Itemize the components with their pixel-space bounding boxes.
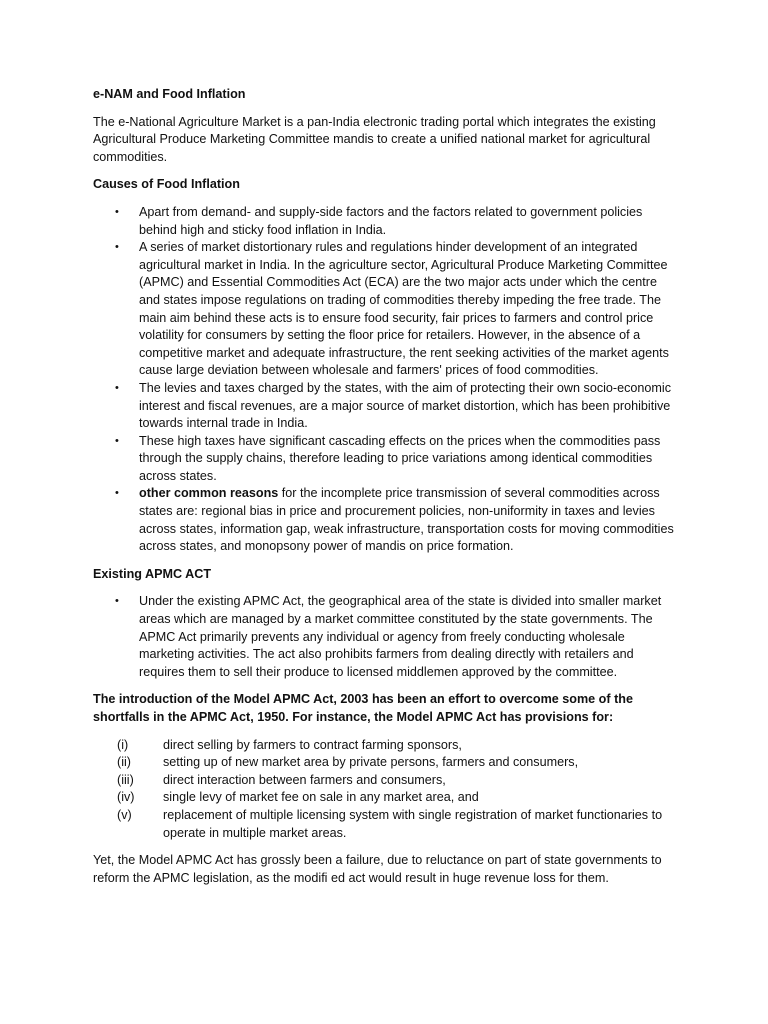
list-item [93,433,678,486]
list-item [93,754,678,772]
bullet-icon: • [115,241,119,254]
model-act-intro: The introduction of the Model APMC Act, 2003 has been an effort to overcome some of the shortfalls in the APMC Act, 1950. For instance, the Model APMC Act has provisions for: [93,692,633,724]
list-item-text: Under the existing APMC Act, the geographical area of the state is divided into smaller market areas which are managed by a market committee constituted by the state governments. The APMC Act primarily prevents any individual or agency from freely conducting wholesale marketing activities. The act also prohibits farmers from dealing directly with retailers and requires them to sell their produce to licensed middlemen approved by the committee. [139,594,662,679]
list-item [93,239,678,380]
document-page [93,86,678,897]
list-item-text: A series of market distortionary rules and regulations hinder development of an integrated agricultural market in India. In the agriculture sector, Agricultural Produce Marketing Committee (APMC) and Essential Commodities Act (ECA) are the two major acts under which the centre and states impose regulations on trading of commodities thereby impeding the free trade. The main aim behind these acts is to ensure food security, fair prices to farmers and control price volatility for consumers by setting the floor price for retailers. However, in the absence of a competitive market and adequate infrastructure, the rent seeking activities of the market agents cause large deviation between wholesale and farmers' prices of food commodities. [139,240,669,378]
apmc-heading: Existing APMC ACT [93,566,212,581]
list-item [93,807,678,842]
list-item-text: These high taxes have significant cascading effects on the prices when the commodities pass through the supply chains, therefore leading to price variations among identical commodities across states. [139,433,661,483]
provision-text: setting up of new market area by private persons, farmers and consumers, [163,755,579,770]
list-item [93,380,678,433]
provision-text: replacement of multiple licensing system with single registration of market functionaries to operate in multiple market areas. [163,807,663,840]
provision-text: direct interaction between farmers and consumers, [163,772,446,787]
provision-number: (iv) [117,790,135,805]
list-item [93,737,678,755]
bullet-icon: • [115,434,119,447]
list-item [93,485,678,555]
intro-paragraph: The e-National Agriculture Market is a pan-India electronic trading portal which integrates the existing Agricultural Produce Marketing Committee mandis to create a unified national market for agricultural commodities. [93,114,656,164]
provision-number: (v) [117,807,132,822]
provision-text: single levy of market fee on sale in any market area, and [163,790,479,805]
conclusion-paragraph: Yet, the Model APMC Act has grossly been a failure, due to reluctance on part of state governments to reform the APMC legislation, as the modifi ed act would result in huge revenue loss for them. [93,853,662,885]
list-item-text: for the incomplete price transmission of several commodities across states are: regional bias in price and procurement policies, non-uniformity in taxes and levies across states, information gap, weak infrastructure, transportation costs for moving commodities across states, and monopsony power of mandis on price formation. [139,486,674,554]
apmc-list [93,593,678,681]
provisions-list [93,737,678,843]
provision-number: (ii) [117,755,131,770]
causes-list [93,204,678,556]
causes-heading: Causes of Food Inflation [93,177,240,192]
bullet-icon: • [115,487,119,500]
provision-text: direct selling by farmers to contract farming sponsors, [163,737,462,752]
list-item-text: Apart from demand- and supply-side factors and the factors related to government policies behind high and sticky food inflation in India. [139,204,643,237]
bullet-icon: • [115,595,119,608]
list-item [93,593,678,681]
list-item-bold-lead: other common reasons [139,486,279,501]
list-item-text: The levies and taxes charged by the states, with the aim of protecting their own socio-economic interest and fiscal revenues, are a major source of market distortion, which has been prohibitive towards internal trade in India. [139,380,672,431]
document-title: e-NAM and Food Inflation [93,87,246,101]
provision-number: (i) [117,737,129,752]
bullet-icon: • [115,205,119,218]
list-item [93,772,678,790]
list-item [93,789,678,807]
bullet-icon: • [115,381,119,394]
provision-number: (iii) [117,772,134,787]
list-item [93,204,678,239]
